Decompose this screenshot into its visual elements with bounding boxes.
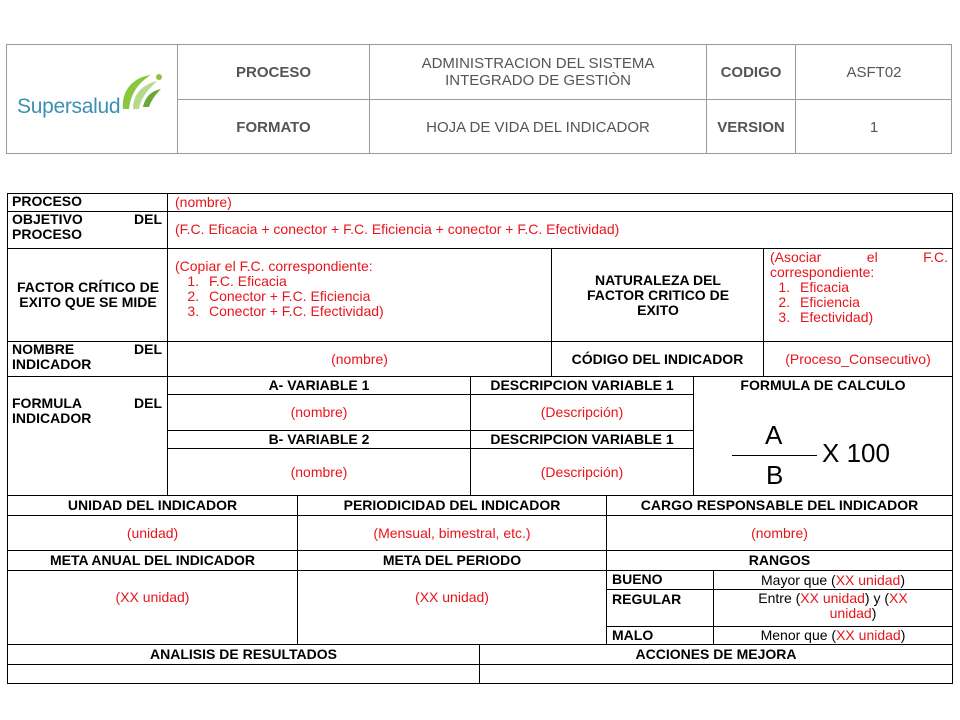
- periodicidad-label: PERIODICIDAD DEL INDICADOR: [343, 497, 561, 513]
- header-formato-value: HOJA DE VIDA DEL INDICADOR: [426, 118, 650, 136]
- regular-label: REGULAR: [612, 592, 682, 607]
- factor-item: 2. Conector + F.C. Eficiencia: [203, 289, 547, 304]
- header-formato-label: FORMATO: [236, 118, 311, 136]
- cargo-value: (nombre): [751, 524, 808, 541]
- variable-a-value: (nombre): [290, 404, 348, 420]
- header-proceso-label: PROCESO: [235, 63, 311, 81]
- variable-a-label: A- VARIABLE 1: [268, 377, 370, 393]
- nombre-indicador-value: (nombre): [331, 350, 388, 367]
- formula-denominator: B: [766, 460, 784, 490]
- meta-anual-value: (XX unidad): [115, 589, 190, 605]
- proceso-label: PROCESO: [12, 194, 83, 209]
- bueno-label: BUENO: [612, 572, 663, 587]
- header-version-value: 1: [869, 118, 879, 136]
- desc-variable-1-value: (Descripción): [540, 404, 624, 420]
- objetivo-value: (F.C. Eficacia + conector + F.C. Eficiencia + conector + F.C. Efectividad): [175, 222, 620, 237]
- asociar-item: 2. Eficiencia: [794, 295, 948, 310]
- unidad-label: UNIDAD DEL INDICADOR: [67, 497, 238, 513]
- unidad-value: (unidad): [126, 524, 179, 541]
- header-codigo-label: CODIGO: [720, 63, 782, 81]
- supersalud-logo: [13, 69, 173, 129]
- rangos-label: RANGOS: [748, 552, 811, 568]
- objetivo-label: OBJETIVO DEL PROCESO: [12, 212, 162, 242]
- proceso-value: (nombre): [175, 195, 232, 210]
- factor-critico-label: FACTOR CRÍTICO DE EXITO QUE SE MIDE: [16, 279, 160, 310]
- periodicidad-value: (Mensual, bimestral, etc.): [373, 524, 531, 541]
- acciones-field[interactable]: [480, 665, 952, 683]
- formula-numerator: A: [765, 420, 783, 450]
- header-proceso-value: ADMINISTRACION DEL SISTEMA INTEGRADO DE GESTIÒN: [421, 55, 655, 89]
- cargo-label: CARGO RESPONSABLE DEL INDICADOR: [640, 497, 919, 513]
- formula-multiplier: X 100: [822, 438, 890, 468]
- factor-critico-value: (Copiar el F.C. correspondiente: 1. F.C. Eficacia 2. Conector + F.C. Eficiencia 3. Conector + F.C. Efectividad): [175, 259, 547, 339]
- regular-value: Entre (XX unidad) y (XX unidad): [758, 591, 908, 621]
- document-header: [6, 44, 952, 154]
- variable-b-value: (nombre): [290, 463, 348, 480]
- formula-indicador-label: FORMULA DEL INDICADOR: [12, 396, 162, 426]
- codigo-indicador-label: CÓDIGO DEL INDICADOR: [571, 350, 744, 367]
- formula-calculo-label: FORMULA DE CALCULO: [740, 377, 906, 393]
- desc-variable-1-label: DESCRIPCION VARIABLE 1: [490, 377, 674, 393]
- naturaleza-label: NATURALEZA DEL FACTOR CRITICO DE EXITO: [586, 271, 730, 318]
- bueno-value: Mayor que ( XX unidad ): [761, 571, 905, 588]
- variable-b-label: B- VARIABLE 2: [268, 431, 370, 447]
- header-version-label: VERSION: [717, 118, 785, 136]
- nombre-indicador-label: NOMBRE DEL INDICADOR: [12, 342, 162, 372]
- asociar-line-1: (Asociar el F.C.: [770, 250, 948, 265]
- malo-value: Menor que ( XX unidad ): [760, 627, 906, 643]
- asociar-item: 1. Eficacia: [794, 280, 948, 295]
- analisis-label: ANALISIS DE RESULTADOS: [150, 646, 337, 662]
- fraction-bar: [732, 455, 817, 456]
- codigo-indicador-value: (Proceso_Consecutivo): [785, 350, 931, 367]
- naturaleza-value: (Asociar el F.C. correspondiente: 1. Eficacia 2. Eficiencia 3. Efectividad): [770, 250, 948, 340]
- meta-anual-label: META ANUAL DEL INDICADOR: [49, 552, 256, 568]
- logo-text: Supersalud: [17, 95, 121, 118]
- desc-variable-2-value: (Descripción): [540, 463, 624, 480]
- meta-periodo-value: (XX unidad): [415, 589, 489, 605]
- header-codigo-value: ASFT02: [846, 63, 902, 81]
- acciones-label: ACCIONES DE MEJORA: [635, 646, 797, 662]
- factor-item: 1. F.C. Eficacia: [203, 274, 547, 289]
- meta-periodo-label: META DEL PERIODO: [382, 552, 522, 568]
- asociar-item: 3. Efectividad): [794, 310, 948, 325]
- analisis-field[interactable]: [8, 665, 479, 683]
- logo-swirl-icon: [117, 69, 165, 115]
- malo-label: MALO: [612, 628, 654, 643]
- formula-graphic: [694, 395, 952, 495]
- factor-item: 3. Conector + F.C. Efectividad): [203, 304, 547, 319]
- desc-variable-2-label: DESCRIPCION VARIABLE 1: [490, 431, 674, 447]
